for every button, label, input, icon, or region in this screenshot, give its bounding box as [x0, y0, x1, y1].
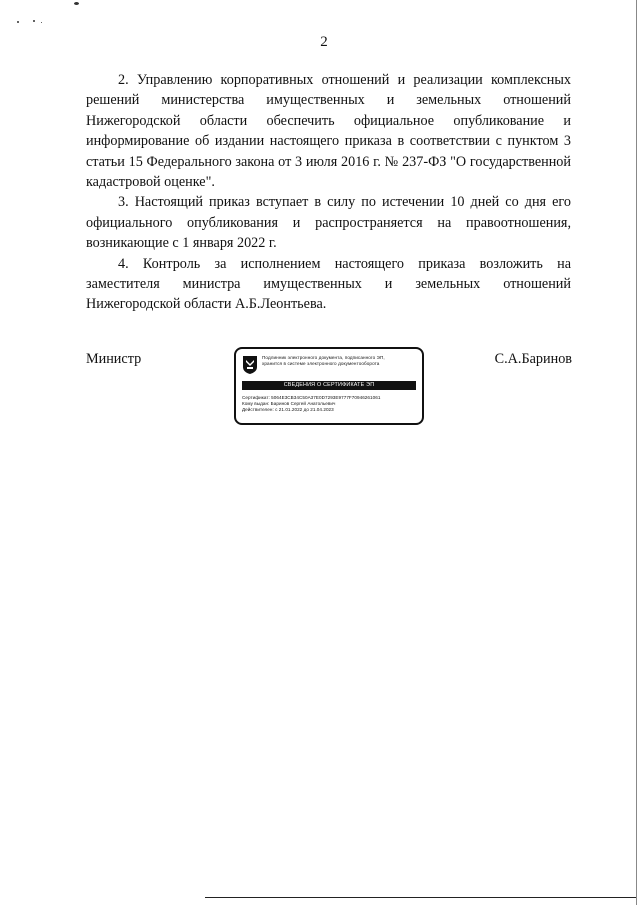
electronic-signature-stamp	[234, 347, 424, 425]
stamp-header-line: хранится в системе электронного документооборота	[262, 360, 380, 366]
certificate-validity: Действителен: с 21.01.2022 до 21.04.2023	[242, 406, 334, 412]
certificate-number: Сертификат: 5064E3CB34C50A37E0D7293E9777F70946261061	[242, 395, 381, 400]
scan-edge-line	[636, 0, 637, 905]
paragraph-4: 4. Контроль за исполнением настоящего приказа возложить на заместителя министра имущественных и земельных отношений Нижегородской области А.Б.Леонтьева.	[86, 255, 571, 313]
scan-speck	[17, 21, 19, 23]
coat-of-arms-icon	[242, 355, 258, 375]
stamp-header	[262, 355, 420, 367]
scan-speck	[74, 2, 79, 5]
document-body	[86, 70, 571, 315]
certificate-owner: Кому выдан: Баринов Сергей Анатольевич	[242, 400, 336, 406]
stamp-certificate-info	[242, 395, 418, 412]
scan-speck	[33, 20, 35, 22]
paragraph-3: 3. Настоящий приказ вступает в силу по истечении 10 дней со дня его официального опубликования и распространяется на правоотношения, возникающие с 1 января 2022 г.	[86, 194, 571, 252]
signer-title: Министр	[86, 351, 142, 367]
stamp-header-line: Подлинник электронного документа, подписанного ЭП,	[262, 355, 385, 360]
signer-name: С.А.Баринов	[494, 351, 572, 367]
page-number: 2	[320, 34, 328, 50]
signature-block	[86, 347, 572, 431]
scan-speck	[41, 22, 42, 23]
scan-edge-line	[205, 897, 637, 898]
stamp-title-bar: СВЕДЕНИЯ О СЕРТИФИКАТЕ ЭП	[242, 381, 416, 390]
paragraph-2: 2. Управлению корпоративных отношений и реализации комплексных решений министерства имущественных и земельных отношений Нижегородской области обеспечить официальное опубликование и информирование об издании настоящего приказа в соответствии с пунктом 3 статьи 15 Федерального закона от 3 июля 2016 г. № 237-ФЗ "О государственной кадастровой оценке".	[86, 72, 571, 191]
